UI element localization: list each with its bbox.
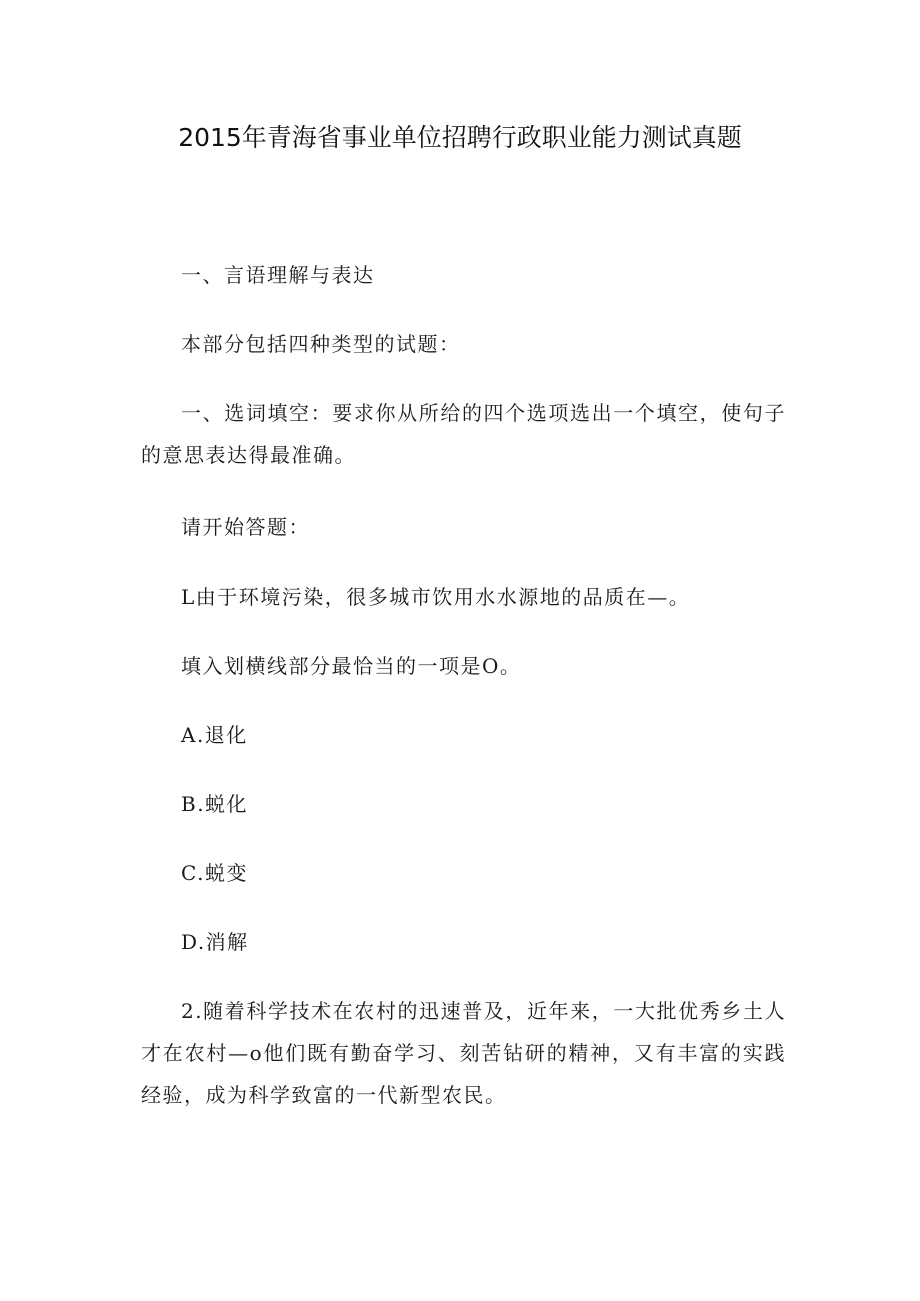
question-2-stem: 2.随着科学技术在农村的迅速普及，近年来，一大批优秀乡土人才在农村—o他们既有勤奋学习、刻苦钻研的精神，又有丰富的实践经验，成为科学致富的一代新型农民。 [141, 999, 786, 1107]
question-type-instruction: 一、选词填空：要求你从所给的四个选项选出一个填空，使句子的意思表达得最准确。 [141, 401, 786, 467]
question-1-stem: L由于环境污染，很多城市饮用水水源地的品质在—。 [181, 585, 691, 609]
document-title: 2015年青海省事业单位招聘行政职业能力测试真题 [178, 123, 742, 152]
question-1-option-a: A.退化 [181, 723, 248, 747]
question-1-ask: 填入划横线部分最恰当的一项是O。 [181, 654, 522, 678]
section-intro: 本部分包括四种类型的试题： [181, 332, 461, 356]
question-1-option-d: D.消解 [181, 930, 249, 954]
start-prompt: 请开始答题： [181, 515, 310, 539]
question-1-option-c: C.蜕变 [181, 861, 248, 885]
question-1-option-b: B.蜕化 [181, 792, 249, 816]
section-heading: 一、言语理解与表达 [181, 263, 375, 287]
